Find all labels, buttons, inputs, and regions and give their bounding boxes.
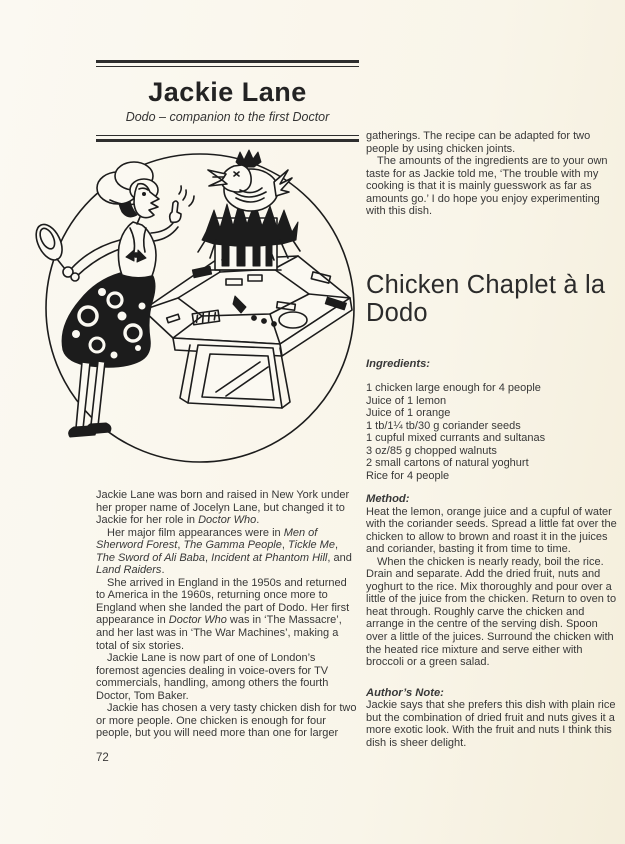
page-subtitle: Dodo – companion to the first Doctor: [125, 110, 330, 124]
recipe-title: Chicken Chaplet à la Dodo: [366, 270, 606, 327]
ingredient-item: 1 chicken large enough for 4 people: [366, 382, 541, 395]
bio-paragraph: Her major film appearances were in Men of Sherword Forest, The Gamma People, Tickle Me, The Sword of Ali Baba, Incident at Phantom Hill, and Land Raiders.: [96, 526, 352, 577]
chicken: [208, 150, 292, 211]
header: [96, 60, 359, 142]
ingredient-item: Juice of 1 lemon: [366, 394, 447, 407]
dodo-console-cartoon: [30, 148, 360, 478]
header-top-rule: [96, 60, 359, 67]
ingredient-item: 3 oz/85 g chopped walnuts: [366, 444, 497, 457]
bio-paragraph: She arrived in England in the 1950s and returned to America in the 1960s, returning once more to England when she landed the part of Dodo. Her first appearance in Doctor Who was in ‘The Massacre’, and her last was in ‘The War Machines’, making a total of six stories.: [96, 576, 350, 652]
ingredients-list: [366, 382, 617, 482]
ingredient-item: 2 small cartons of natural yoghurt: [366, 457, 529, 470]
bio-paragraph: Jackie has chosen a very tasty chicken dish for two or more people. One chicken is enough for four people, but you will need more than one for larger: [96, 702, 357, 740]
recipe-column: [366, 130, 617, 749]
authors-note-heading: Author’s Note:: [366, 686, 444, 699]
recipe-intro-paragraph: The amounts of the ingredients are to your own taste for as Jackie told me, ‘The trouble with my cooking is that it is mainly guesswork as far as amounts go.’ I do hope you enjoy experimenting with this dish.: [366, 155, 608, 218]
bio-paragraph: Jackie Lane was born and raised in New York under her proper name of Jocelyn Lane, but changed it to Jackie for her role in Doctor Who.: [96, 489, 350, 527]
ingredient-item: Rice for 4 people: [366, 469, 450, 482]
ingredient-item: 1 tb/1¼ tb/30 g coriander seeds: [366, 419, 521, 432]
recipe-intro-paragraph: gatherings. The recipe can be adapted for two people by using chicken joints.: [366, 130, 591, 155]
authors-note-paragraph: Jackie says that she prefers this dish with plain rice but the combination of dried fruit and nuts gives it a more exotic look. With the fruit and nuts I think this dish is sheer delight.: [366, 699, 616, 749]
ingredient-item: Juice of 1 orange: [366, 407, 451, 420]
ingredient-item: 1 cupful mixed currants and sultanas: [366, 432, 546, 445]
page-number: 72: [96, 752, 109, 764]
method-heading: Method:: [366, 493, 410, 505]
page-title: Jackie Lane: [148, 77, 307, 107]
bio-paragraph: Jackie Lane is now part of one of London’s foremost agencies dealing in voice-overs for TV commercials, handling, among others the fourth Doctor, Tom Baker.: [96, 652, 329, 702]
method-paragraph: Heat the lemon, orange juice and a cupful of water with the coriander seeds. Spread a little fat over the chicken to allow to brown and roast it in the juices and coriander, basting it from time to time.: [366, 505, 617, 556]
biography-column: [96, 489, 357, 740]
method-paragraph: When the chicken is nearly ready, boil the rice. Drain and separate. Add the dried fruit, nuts and yoghurt to the rice. Mix thoroughly and pour over a little of the juice from the chicken. Return to oven to heat through. Roughly carve the chicken and arrange in the centre of the serving dish. Spoon over a little of the juices. Surround the chicken with the heated rice mixture and serve either with broccoli or a green salad.: [366, 555, 617, 669]
header-bottom-rule: [96, 135, 359, 142]
ingredients-heading: Ingredients:: [366, 357, 431, 370]
